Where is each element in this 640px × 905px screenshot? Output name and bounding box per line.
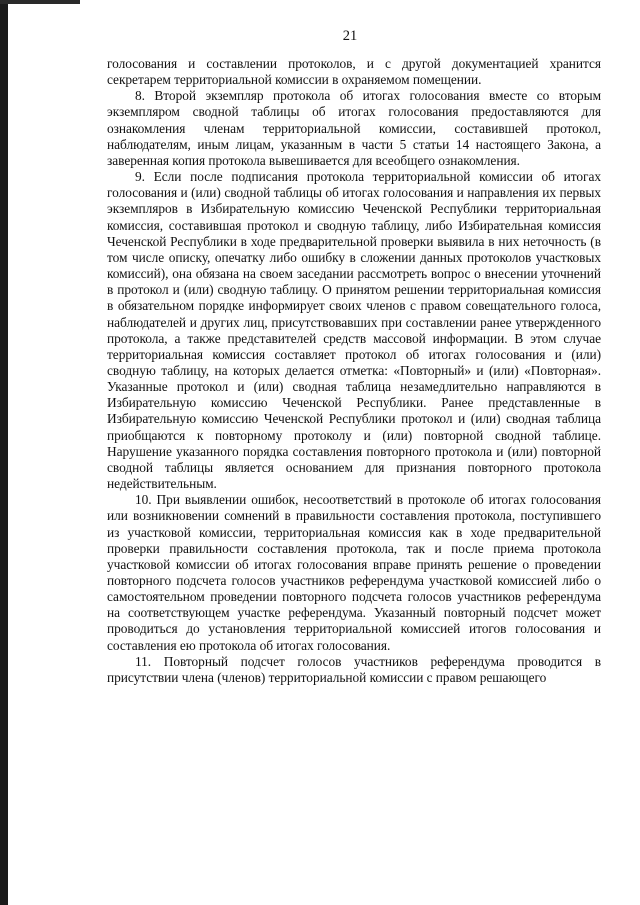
paragraph-10: 10. При выявлении ошибок, несоответствий в протоколе об итогах голосования или возникновении сомнений в правильности составления протокола, поступившего из участковой комиссии, территориальная комиссия как в ходе предварительной проверки правильности составления протокола, так и после приема протокола участковой комиссии об итогах голосования вправе принять решение о проведении повторного подсчета голосов участников референдума участковой комиссией либо о самостоятельном проведении повторного подсчета голосов участников референдума на соответствующем участке референдума. Указанный повторный подсчет может проводиться до установления территориальной комиссией итогов голосования и составления ею протокола об итогах голосования. — [107, 492, 601, 653]
scan-edge-top — [0, 0, 80, 4]
paragraph-11: 11. Повторный подсчет голосов участников референдума проводится в присутствии члена (членов) территориальной комиссии с правом решающего — [107, 653, 601, 685]
scan-edge-left — [0, 0, 8, 905]
page-number: 21 — [342, 28, 358, 44]
paragraph-9: 9. Если после подписания протокола территориальной комиссии об итогах голосования и (или) сводной таблицы об итогах голосования и направления их первых экземпляров в Избирательную комиссию Чеченской Республики территориальная комиссия, составившая протокол и сводную таблицу, либо Избирательная комиссия Чеченской Республики в ходе предварительной проверки выявила в них неточность (в том числе описку, опечатку либо ошибку в сложении данных протоколов участковых комиссий), она обязана на своем заседании рассмотреть вопрос о внесении уточнений в протокол и (или) сводную таблицу. О принятом решении территориальная комиссия в обязательном порядке информирует своих членов с правом совещательного голоса, наблюдателей и других лиц, присутствовавших при составлении ранее утвержденного протокола, а также представителей средств массовой информации. В этом случае территориальная комиссия составляет протокол об итогах голосования и (или) сводную таблицу, на которых делается отметка: «Повторный» и (или) «Повторная». Указанные протокол и (или) сводная таблица незамедлительно направляются в Избирательную комиссию Чеченской Республики. Ранее представленные в Избирательную комиссию Чеченской Республики протокол и (или) сводная таблица приобщаются к повторному протоколу и (или) повторной сводной таблице. Нарушение указанного порядка составления повторного протокола и (или) повторной сводной таблицы является основанием для признания повторного протокола недействительным. — [107, 169, 601, 492]
paragraph-continuation: голосования и составлении протоколов, и с другой документацией хранится секретарем территориальной комиссии в охраняемом помещении. — [107, 56, 601, 88]
document-body — [107, 56, 601, 686]
paragraph-8: 8. Второй экземпляр протокола об итогах голосования вместе со вторым экземпляром сводной таблицы об итогах голосования предоставляются для ознакомления членам территориальной комиссии, составившей протокол, наблюдателям, иным лицам, указанным в части 5 статьи 14 настоящего Закона, а заверенная копия протокола вывешивается для всеобщего ознакомления. — [107, 88, 601, 168]
